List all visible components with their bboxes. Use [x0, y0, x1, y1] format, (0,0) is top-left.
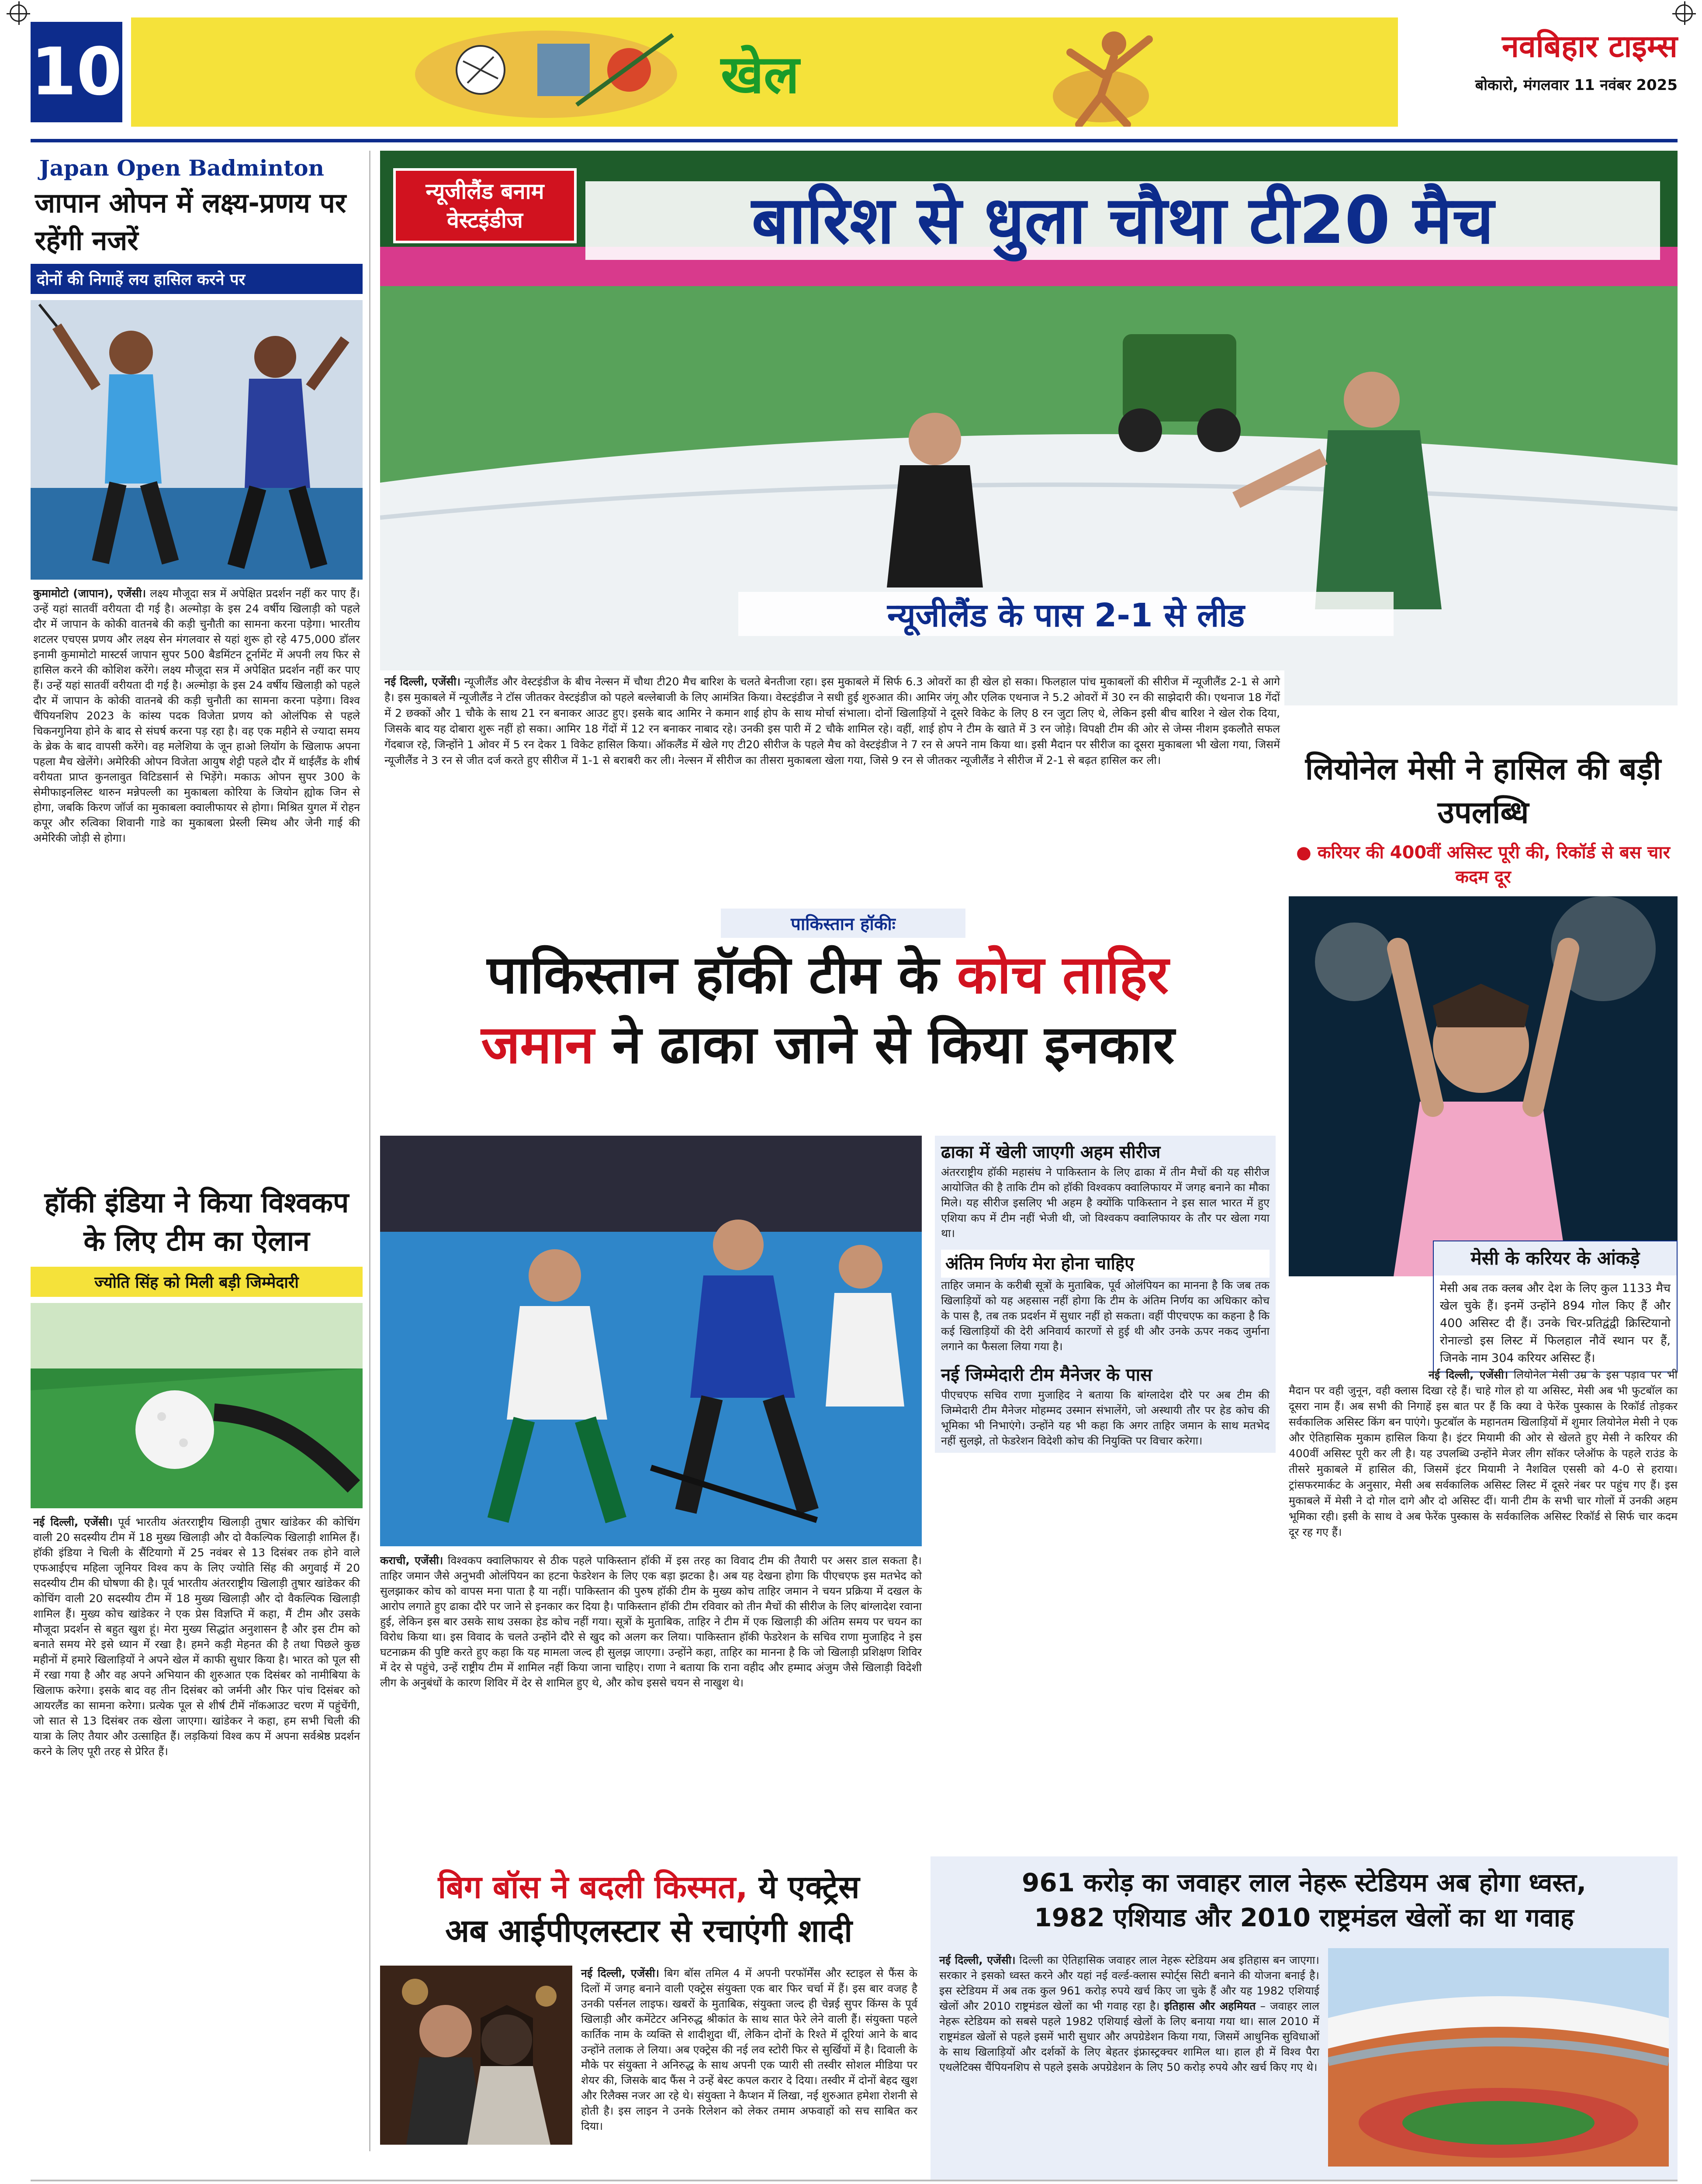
bigboss-couple-photo	[380, 1966, 572, 2145]
pak-side-3	[935, 1358, 1276, 1453]
badminton-kicker: Japan Open Badminton	[39, 155, 324, 181]
stadium-headline-2: 1982 एशियाड और 2010 राष्ट्रमंडल खेलों का था गवाह	[1034, 1903, 1574, 1932]
registration-mark-right	[1675, 4, 1693, 22]
nz-wi-sub-headline: न्यूजीलैंड के पास 2-1 से लीड	[738, 592, 1394, 636]
stadium-bottom-rule	[31, 2180, 1678, 2181]
pak-hockey-photo	[380, 1136, 922, 1546]
hockey-india-headline: हॉकी इंडिया ने किया विश्वकप के लिए टीम का ऐलान	[44, 1187, 349, 1258]
hockey-india-dateline: नई दिल्ली, एजेंसी।	[33, 1516, 113, 1528]
masthead-banner	[131, 17, 1398, 127]
bigboss-headline-rest2: अब आईपीएलस्टार से रचाएंगी शादी	[445, 1912, 852, 1949]
bigboss-article	[380, 1865, 917, 2180]
hockey-india-article	[31, 1184, 363, 2153]
stadium-photo	[1328, 1948, 1669, 2167]
banner-athlete-figure	[1005, 22, 1188, 127]
stadium-headline-1: 961 करोड़ का जवाहर लाल नेहरू स्टेडियम अब होगा ध्वस्त,	[1021, 1868, 1587, 1897]
stadium-body-text: दिल्ली का ऐतिहासिक जवाहर लाल नेहरू स्टेडियम अब इतिहास बन जाएगा। सरकार ने इसको ध्वस्त करने और यहां नई वर्ल्ड-क्लास स्पोर्ट्स सिटी बनाने की योजना बनाई है। इस स्टेडियम में अब तक कुल 961 करोड़ रुपये खर्च किए जा चुके हैं और यह 1982 एशियाई खेलों और 2010 राष्ट्रमंडल खेलों का भी गवाह रहा है।	[939, 1954, 1319, 2012]
badminton-body-text: लक्ष्य मौजूदा सत्र में अपेक्षित प्रदर्शन नहीं कर पाए हैं। उन्हें यहां सातवीं वरीयता दी गई है। अल्मोड़ा के इस 24 वर्षीय खिलाड़ी को पहले दौर में जापान के कोकी वातनबे की कड़ी चुनौती का सामना करना पड़ेगा। भारतीय शटलर एचएस प्रणय और लक्ष्य सेन मंगलवार से यहां शुरू हो रहे 475,000 डॉलर इनामी कुमामोटो मास्टर्स जापान सुपर 500 बैडमिंटन टूर्नामेंट में अपनी लय फिर से हासिल करने की कोशिश करेंगे। लक्ष्य मौजूदा सत्र में अपेक्षित प्रदर्शन नहीं कर पाए हैं। उन्हें यहां सातवीं वरीयता दी गई है। अल्मोड़ा के इस 24 वर्षीय खिलाड़ी को पहले दौर में जापान के कोकी वातनबे की कड़ी चुनौती का सामना करना पड़ेगा। विश्व चैंपियनशिप 2023 के कांस्य पदक विजेता प्रणय को ओलंपिक से पहले चिकनगुनिया होने के बाद से संघर्ष करना पड़ रहा है। वह एक महीने से ज्यादा समय के ब्रेक के बाद वापसी करेंगे। वह मलेशिया के जून हाओ लियोंग के खिलाफ अपना पहला मैच खेलेंगे। अमेरिकी ओपन विजेता आयुष शेट्टी पहले दौर में थाईलैंड के शीर्ष वरीयता प्राप्त कुनलावुत विटिडसार्न से भिड़ेंगे। मकाऊ ओपन सुपर 300 के सेमीफाइनलिस्ट थारुन मन्नेपल्ली का मुकाबला कोरिया के जियोन ह्योक जिन से होगा, जबकि किरण जॉर्ज का मुकाबला क्वालीफायर से होगा। मिश्रित युगल में रोहन कपूर और रुत्विका शिवानी गाडे का मुकाबला प्रेस्ली स्मिथ और जेनी गाई की अमेरिकी जोड़ी से होगा।	[33, 587, 360, 844]
pak-hockey-sidebar	[935, 1136, 1276, 1453]
messi-strap: ● करियर की 400वीं असिस्ट पूरी की, रिकॉर्ड से बस चार कदम दूर	[1296, 843, 1670, 887]
bigboss-headline	[380, 1865, 917, 1952]
pak-hockey-body-text: विश्वकप क्वालिफायर से ठीक पहले पाकिस्तान हॉकी में इस तरह का विवाद टीम की तैयारी पर असर डाल सकता है। ताहिर जमान जैसे अनुभवी ओलंपियन का हटना फेडरेशन के लिए एक बड़ा झटका है। अब यह देखना होगा कि पीएचएफ इस मतभेद को सुलझाकर कोच को वापस मना पाता है या नहीं। पाकिस्तान की पुरुष हॉकी टीम के मुख्य कोच ताहिर जमान ने चयन प्रक्रिया में दखल के आरोप लगाते हुए ढाका दौरे पर जाने से इनकार कर दिया है। पाकिस्तान हॉकी टीम रविवार को तीन मैचों की सीरीज के लिए बांग्लादेश रवाना हुई, लेकिन इस बार उसके साथ उसका हेड कोच नहीं गया। सूत्रों के मुताबिक, ताहिर ने टीम में एक खिलाड़ी की अंतिम समय पर चयन का विरोध किया था। इस विवाद के चलते उन्होंने दौरे से खुद को अलग कर लिया। पाकिस्तान हॉकी फेडरेशन के सचिव राणा मुजाहिद ने इस घटनाक्रम की पुष्टि करते हुए कहा कि यह मामला जल्द ही सुलझ जाएगा। उन्होंने कहा, ताहिर का मानना है कि जो खिलाड़ी प्रशिक्षण शिविर में देर से पहुंचे, उन्हें राष्ट्रीय टीम में शामिल नहीं किया जाना चाहिए। राणा ने बताया कि राना वहीद और हम्माद अंजुम जैसे खिलाड़ी विदेशी लीग के अनुबंधों के कारण शिविर में देर से शामिल हुए थे, और कोच इससे चयन से नाखुश थे।	[380, 1554, 922, 1689]
messi-stats-body: मेसी अब तक क्लब और देश के लिए कुल 1133 मैच खेल चुके हैं। इनमें उन्होंने 894 गोल किए हैं और 400 असिस्ट दी हैं। उनके चिर-प्रतिद्वंद्वी क्रिस्टियानो रोनाल्डो इस लिस्ट में फिलहाल नौवें स्थान पर हैं, जिनके नाम 304 करियर असिस्ट हैं।	[1440, 1282, 1671, 1365]
messi-body-text: लियोनेल मेसी उम्र के इस पड़ाव पर भी मैदान पर वही जुनून, वही क्लास दिखा रहे हैं। चाहे गोल हो या असिस्ट, मेसी अब भी फुटबॉल का दूसरा नाम हैं। अब सभी की निगाहें इस बात पर हैं कि क्या वे फेरेंक पुस्कास के रिकॉर्ड तोड़कर सर्वकालिक असिस्ट किंग बन पाएंगे। फुटबॉल के महानतम खिलाड़ियों में शुमार लियोनेल मेसी ने एक और ऐतिहासिक मुकाम हासिल किया है। इंटर मियामी की ओर से खेलते हुए मेसी ने करियर की 400वीं असिस्ट पूरी कर ली है। यह उपलब्धि उन्होंने मेजर लीग सॉकर प्लेऑफ के पहले राउंड के तीसरे मुकाबले में हासिल की, जिसमें इंटर मियामी ने नैशविल एससी को 4-0 से हराया। ट्रांसफरमार्कट के अनुसार, मेसी अब सर्वकालिक असिस्ट लिस्ट में दूसरे नंबर पर पहुंच गए हैं। इस मुकाबले में मेसी ने दो गोल दागे और दो असिस्ट दीं। यानी टीम के सभी चार गोलों में उनकी अहम भूमिका रही। इसी के साथ वे अब फेरेंक पुस्कास के सर्वकालिक असिस्ट रिकॉर्ड से सिर्फ चार कदम दूर रह गए हैं।	[1289, 1368, 1678, 1538]
bigboss-dateline: नई दिल्ली, एजेंसी।	[581, 1967, 660, 1980]
dateline-top: बोकारो, मंगलवार 11 नवंबर 2025	[1475, 76, 1678, 94]
banner-sports-collage	[393, 17, 699, 127]
messi-article	[1289, 738, 1678, 1848]
brand-name: नवबिहार टाइम्स	[1501, 28, 1678, 64]
messi-photo	[1289, 896, 1678, 1276]
messi-strap-text: करियर की 400वीं असिस्ट पूरी की, रिकॉर्ड से बस चार कदम दूर	[1317, 843, 1670, 887]
messi-stats-box	[1433, 1241, 1678, 1372]
nz-wi-body-text: न्यूजीलैंड और वेस्टइंडीज के बीच नेल्सन में चौथा टी20 मैच बारिश के चलते बेनतीजा रहा। इस मुकाबले में सिर्फ 6.3 ओवरों का ही खेल हो सका। फिलहाल पांच मुकाबलों की सीरीज में न्यूजीलैंड 2-1 से आगे है। इस मुकाबले में न्यूजीलैंड ने टॉस जीतकर वेस्टइंडीज को पहले बल्लेबाजी के लिए आमंत्रित किया। वेस्टइंडीज ने सधी हुई शुरुआत की। आमिर जंगू और एलिक एथनाज ने 5.2 ओवरों में 30 रन की साझेदारी की। एथनाज 18 गेंदों में 2 छक्कों और 1 चौके के साथ 21 रन बनाकर आउट हुए। इसके बाद आमिर ने कमान शाई होप के साथ मोर्चा संभाला। दोनों खिलाड़ियों ने दूसरे विकेट के लिए 8 रन जुटा लिए थे, लेकिन इसी बीच बारिश ने खेल रोक दिया, जिसके बाद यह दोबारा शुरू नहीं हो सका। आमिर 18 गेंदों में 12 रन बनाकर नाबाद रहे। उनकी इस पारी में 2 चौके शामिल रहे। वहीं, शाई होप ने टीम के खाते में 3 रन जोड़े। विपक्षी टीम की ओर से जेम्स नीशम इकलौते सफल गेंदबाज रहे, जिन्होंने 1 ओवर में 5 रन देकर 1 विकेट हासिल किया। ऑकलैंड में खेले गए टी20 सीरीज के पहले मैच को वेस्टइंडीज ने 7 रन से अपने नाम किया था। इसी मैदान पर सीरीज का दूसरा मुकाबला भी खेला गया, जिसमें न्यूजीलैंड ने 3 रन से जीत दर्ज करते हुए सीरीज में 1-1 से बराबरी कर ली। नेल्सन में सीरीज का तीसरा मुकाबला खेला गया, जिसे 9 रन से जीतकर न्यूजीलैंड ने सीरीज में 2-1 से बढ़त हासिल कर ली।	[384, 675, 1280, 767]
badminton-dateline: कुमामोटो (जापान), एजेंसी।	[33, 587, 146, 600]
registration-mark-left	[10, 4, 27, 22]
page-number-box	[31, 22, 122, 122]
badminton-photo	[31, 300, 363, 580]
badminton-article	[31, 151, 363, 1175]
messi-body	[1289, 1367, 1678, 1540]
stadium-history-label: इतिहास और अहमियत	[1164, 2000, 1256, 2012]
bigboss-body	[581, 1966, 917, 2134]
messi-dateline: नई दिल्ली, एजेंसी।	[1429, 1368, 1508, 1381]
badminton-strap: दोनों की निगाहें लय हासिल करने पर	[31, 264, 363, 294]
stadium-article	[931, 1856, 1678, 2180]
bigboss-body-text: बिग बॉस तमिल 4 में अपनी परफॉर्मेंस और स्टाइल से फैंस के दिलों में जगह बनाने वाली एक्ट्रेस संयुक्ता एक बार फिर चर्चा में हैं। इस बार वजह है उनकी पर्सनल लाइफ। खबरों के मुताबिक, संयुक्ता जल्द ही चेन्नई सुपर किंग्स के पूर्व खिलाड़ी और कमेंटेटर अनिरुद्ध श्रीकांत के साथ सात फेरे लेने वाली हैं। संयुक्ता पहले कार्तिक नाम के व्यक्ति से शादीशुदा थीं, लेकिन दोनों के रिश्ते में दूरियां आने के बाद उन्होंने तलाक ले लिया। अब एक्ट्रेस की नई लव स्टोरी फिर से सुर्खियों में है। दिवाली के मौके पर संयुक्ता ने अनिरुद्ध के साथ अपनी एक प्यारी सी तस्वीर सोशल मीडिया पर शेयर की, जिसके बाद फैंस ने उन्हें बेस्ट कपल करार दे दिया। तस्वीर में दोनों बेहद खुश और रिलैक्स नजर आ रहे थे। संयुक्ता ने कैप्शन में लिखा, नई शुरुआत हमेशा रोशनी से होती है। इस लाइन ने उनके रिलेशन को लेकर तमाम अफवाहों को सच साबित कर दिया।	[581, 1967, 917, 2132]
nz-wi-body	[380, 670, 1284, 772]
pak-side-3-body: पीएचएफ सचिव राणा मुजाहिद ने बताया कि बांग्लादेश दौरे पर अब टीम की जिम्मेदारी टीम मैनेजर मोहम्मद उस्मान संभालेंगे, जो अस्थायी तौर पर हेड कोच की भूमिका भी निभाएंगे। उन्होंने यह भी कहा कि अगर ताहिर जमान के साथ मतभेद नहीं सुलझे, तो फेडरेशन विदेशी कोच की नियुक्ति पर विचार करेगा।	[941, 1389, 1270, 1447]
messi-body-wrap	[1289, 1367, 1429, 1368]
messi-stats-title: मेसी के करियर के आंकड़े	[1434, 1241, 1677, 1275]
left-column-rule	[369, 151, 370, 2151]
hockey-india-strap: ज्योति सिंह को मिली बड़ी जिम्मेदारी	[31, 1267, 363, 1297]
hockey-ball-photo	[31, 1303, 363, 1508]
pak-hockey-dateline: कराची, एजेंसी।	[380, 1554, 443, 1567]
badminton-body	[31, 586, 363, 846]
bigboss-headline-rest1: ये एक्ट्रेस	[758, 1869, 860, 1905]
messi-headline: लियोनेल मेसी ने हासिल की बड़ी उपलब्धि	[1305, 751, 1661, 830]
masthead-rule	[31, 139, 1678, 142]
masthead	[0, 0, 1702, 144]
pak-hockey-body	[380, 1553, 922, 1690]
pak-side-3-heading: नई जिम्मेदारी टीम मैनेजर के पास	[941, 1365, 1152, 1385]
stadium-body: नई दिल्ली, एजेंसी। दिल्ली का ऐतिहासिक जवाहर लाल नेहरू स्टेडियम अब इतिहास बन जाएगा। सरकार ने इसको ध्वस्त करने और यहां नई वर्ल्ड-क्लास स्पोर्ट्स सिटी बनाने की योजना बनाई है। इस स्टेडियम में अब तक कुल 961 करोड़ रुपये खर्च किए जा चुके हैं और यह 1982 एशियाई खेलों और 2010 राष्ट्रमंडल खेलों का भी गवाह रहा है। इतिहास और अहमियत – जवाहर लाल नेहरू स्टेडियम को सबसे पहले 1982 एशियाई खेलों के लिए बनाया गया था। साल 2010 में राष्ट्रमंडल खेलों से पहले इसमें भारी सुधार और अपग्रेडेशन किया गया, जिसमें आधुनिक सुविधाओं के साथ खिलाड़ियों और दर्शकों के लिए बेहतर इंफ्रास्ट्रक्चर शामिल था। हाल ही में विश्व पैरा एथलेटिक्स चैंपियनशिप से पहले इसके अपग्रेडेशन के लिए 50 करोड़ रुपये और खर्च किए गए थे।	[939, 1954, 1319, 2073]
pak-side-1-heading: ढाका में खेली जाएगी अहम सीरीज	[941, 1142, 1161, 1162]
nz-wi-dateline: नई दिल्ली, एजेंसी।	[384, 675, 461, 688]
bigboss-headline-red: बिग बॉस ने बदली किस्मत,	[438, 1869, 748, 1905]
page-number: 10	[31, 34, 122, 110]
pak-hockey-article	[380, 909, 1276, 1856]
pak-side-2-body: ताहिर जमान के करीबी सूत्रों के मुताबिक, पूर्व ओलंपियन का मानना है कि जब तक खिलाड़ियों को यह अहसास नहीं होगा कि टीम के अंतिम निर्णय का अधिकार कोच के पास है, तब तक प्रदर्शन में सुधार नहीं हो सकता। वहीं पीएचएफ का कहना है कि कई खिलाड़ियों की देरी अनिवार्य कारणों से हुई थी और उनके ऊपर नकद जुर्माना लगाने का फैसला लिया गया है।	[941, 1279, 1270, 1353]
section-title: खेल	[721, 45, 799, 105]
hockey-india-body-text: पूर्व भारतीय अंतरराष्ट्रीय खिलाड़ी तुषार खांडेकर की कोचिंग वाली 20 सदस्यीय टीम में 18 मुख्य खिलाड़ी और दो वैकल्पिक खिलाड़ी शामिल हैं। हॉकी इंडिया ने चिली के सैंटियागो में 25 नवंबर से 13 दिसंबर तक होने वाले एफआईएच महिला जूनियर विश्व कप के लिए ज्योति सिंह की अगुवाई में 20 सदस्यीय टीम की घोषणा की है। पूर्व भारतीय अंतरराष्ट्रीय खिलाड़ी तुषार खांडेकर की कोचिंग वाली 20 सदस्यीय टीम में 18 मुख्य खिलाड़ी और दो वैकल्पिक खिलाड़ी शामिल हैं। मुख्य कोच खांडेकर ने एक प्रेस विज्ञप्ति में कहा, मैं टीम और उसके मौजूदा प्रदर्शन से बहुत खुश हूं। मेरा मुख्य सिद्धांत अनुशासन है और इस टीम को बनाते समय मेरे इसे ध्यान में रखा है। हमने कड़ी मेहनत की है तथा पिछले कुछ महीनों में हमारे खिलाड़ियों ने अपने खेल में काफी सुधार किया है। भारत को पूल सी में रखा गया है और वह अपने अभियान की शुरुआत एक दिसंबर को नामीबिया के खिलाफ करेगा। इसके बाद वह तीन दिसंबर को जर्मनी और फिर पांच दिसंबर को आयरलैंड का सामना करेगा। प्रत्येक पूल से शीर्ष टीमें नॉकआउट चरण में पहुंचेंगी, जो सात से 13 दिसंबर तक खेला जाएगा। खांडेकर ने कहा, हम सभी चिली की यात्रा के लिए तैयार और उत्साहित हैं। लड़कियां विश्व कप में अपना सर्वश्रेष्ठ प्रदर्शन करने के लिए पूरी तरह से प्रेरित हैं।	[33, 1516, 360, 1758]
nz-wi-headline: बारिश से धुला चौथा टी20 मैच	[585, 181, 1660, 260]
pak-side-2	[935, 1245, 1276, 1358]
pak-hockey-kicker: पाकिस्तान हॉकीः	[721, 909, 965, 938]
stadium-history-body: जवाहर लाल नेहरू स्टेडियम को सबसे पहले 1982 एशियाई खेलों के लिए बनाया गया था। साल 2010 में राष्ट्रमंडल खेलों से पहले इसमें भारी सुधार और अपग्रेडेशन किया गया, जिसमें आधुनिक सुविधाओं के साथ खिलाड़ियों और दर्शकों के लिए बेहतर इंफ्रास्ट्रक्चर शामिल था। हाल ही में विश्व पैरा एथलेटिक्स चैंपियनशिप से पहले इसके अपग्रेडेशन के लिए 50 करोड़ रुपये और खर्च किए गए थे।	[939, 2000, 1319, 2073]
pak-hockey-headline-part2: ने ढाका जाने से किया इनकार	[612, 1015, 1175, 1075]
badminton-headline: जापान ओपन में लक्ष्य-प्रणय पर रहेंगी नजरें	[35, 187, 346, 256]
pak-hockey-headline-red1: कोच ताहिर	[957, 945, 1169, 1006]
stadium-dateline: नई दिल्ली, एजेंसी।	[939, 1954, 1016, 1966]
pak-side-1	[935, 1136, 1276, 1245]
pak-hockey-headline-red2: जमान	[481, 1015, 594, 1075]
nz-wi-tag: न्यूजीलैंड बनाम वेस्टइंडीज	[393, 168, 577, 243]
pak-hockey-headline	[380, 940, 1276, 1080]
pak-side-2-heading: अंतिम निर्णय मेरा होना चाहिए	[941, 1250, 1270, 1278]
pak-side-1-body: अंतरराष्ट्रीय हॉकी महासंघ ने पाकिस्तान के लिए ढाका में तीन मैचों की यह सीरीज आयोजित की है ताकि टीम को हॉकी विश्वकप क्वालिफायर में जगह बनाने का मौका मिले। यह सीरीज इसलिए भी अहम है क्योंकि पाकिस्तान ने इस साल भारत में हुए एशिया कप में टीम नहीं भेजी थी, जो विश्वकप क्वालिफायर के तौर पर खेला गया था।	[941, 1166, 1270, 1240]
hockey-india-body	[31, 1514, 363, 1759]
pak-hockey-headline-part1: पाकिस्तान हॉकी टीम के	[487, 945, 939, 1006]
